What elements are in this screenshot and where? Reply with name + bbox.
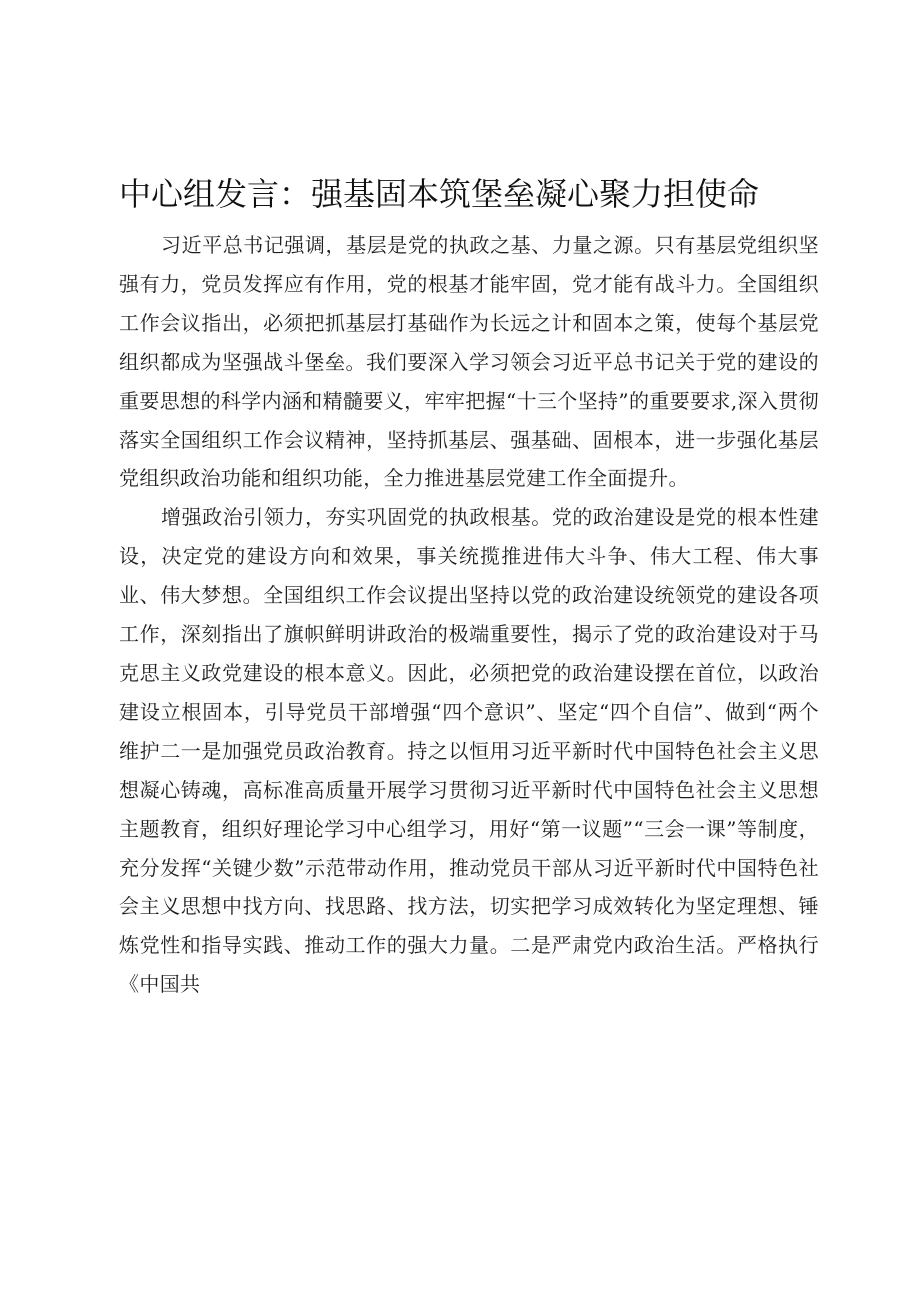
paragraph-intro: 习近平总书记强调，基层是党的执政之基、力量之源。只有基层党组织坚强有力，党员发挥应有作用，党的根基才能牢固，党才能有战斗力。全国组织工作会议指出，必须把抓基层打基础作为长远之计和固本之策，使每个基层党组织都成为坚强战斗堡垒。我们要深入学习领会习近平总书记关于党的建设的重要思想的科学内涵和精髓要义，牢牢把握“十三个坚持”的重要要求,深入贯彻落实全国组织工作会议精神，坚持抓基层、强基础、固根本，进一步强化基层党组织政治功能和组织功能，全力推进基层党建工作全面提升。 bbox=[119, 233, 819, 491]
paragraph-political-leadership: 增强政治引领力，夯实巩固党的执政根基。党的政治建设是党的根本性建设，决定党的建设方向和效果，事关统揽推进伟大斗争、伟大工程、伟大事业、伟大梦想。全国组织工作会议提出坚持以党的政治建设统领党的建设各项工作，深刻指出了旗帜鲜明讲政治的极端重要性，揭示了党的政治建设对于马克思主义政党建设的根本意义。因此，必须把党的政治建设摆在首位，以政治建设立根固本，引导党员干部增强“四个意识”、坚定“四个自信”、做到“两个维护二一是加强党员政治教育。持之以恒用习近平新时代中国特色社会主义思想凝心铸魂，高标准高质量开展学习贯彻习近平新时代中国特色社会主义思想主题教育，组织好理论学习中心组学习，用好“第一议题”“三会一课”等制度，充分发挥“关键少数”示范带动作用，推动党员干部从习近平新时代中国特色社会主义思想中找方向、找思路、找方法，切实把学习成效转化为坚定理想、锤炼党性和指导实践、推动工作的强大力量。二是严肃党内政治生活。严格执行《中国共 bbox=[119, 505, 819, 997]
document-body bbox=[119, 226, 819, 1004]
document-title: 中心组发言：强基固本筑堡垒凝心聚力担使命 bbox=[119, 175, 760, 213]
